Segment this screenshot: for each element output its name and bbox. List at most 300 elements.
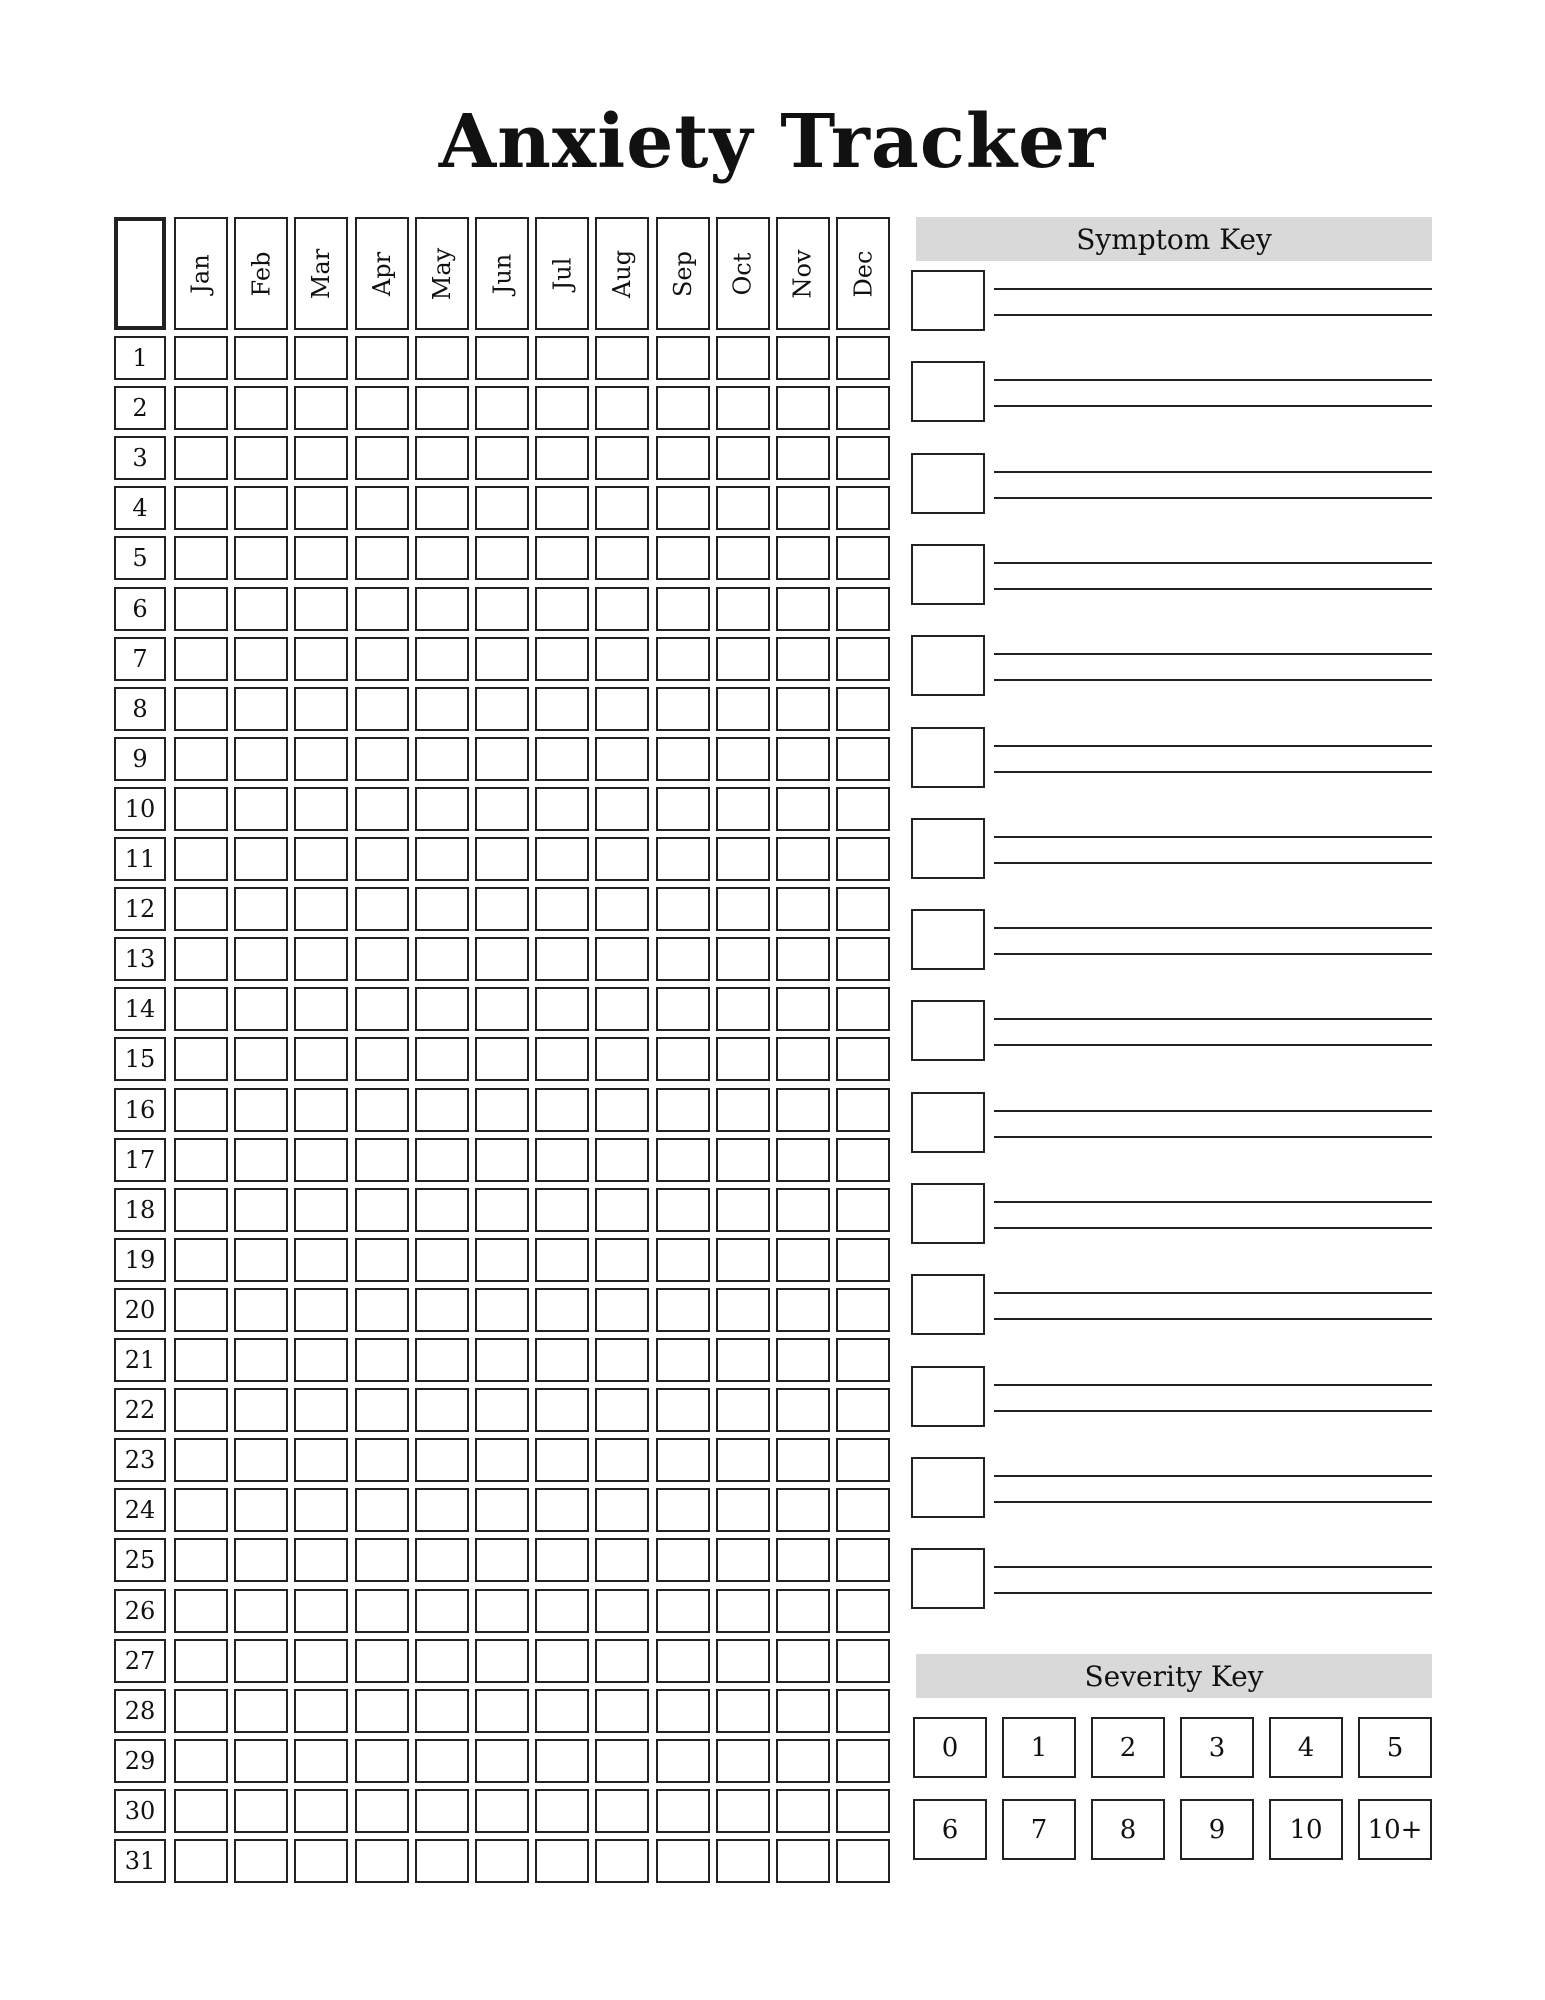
tracker-cell[interactable]: [836, 436, 890, 480]
tracker-cell[interactable]: [535, 887, 589, 931]
tracker-cell[interactable]: [836, 837, 890, 881]
tracker-cell[interactable]: [294, 637, 348, 681]
tracker-cell[interactable]: [776, 787, 830, 831]
tracker-cell[interactable]: [294, 837, 348, 881]
tracker-cell[interactable]: [656, 536, 710, 580]
tracker-cell[interactable]: [656, 1288, 710, 1332]
tracker-cell[interactable]: [294, 1488, 348, 1532]
tracker-cell[interactable]: [776, 587, 830, 631]
symptom-color-box[interactable]: [911, 544, 985, 605]
tracker-cell[interactable]: [836, 637, 890, 681]
tracker-cell[interactable]: [595, 336, 649, 380]
tracker-cell[interactable]: [415, 1088, 469, 1132]
tracker-cell[interactable]: [716, 1839, 770, 1883]
tracker-cell[interactable]: [355, 1088, 409, 1132]
symptom-line[interactable]: [994, 314, 1432, 316]
tracker-cell[interactable]: [475, 637, 529, 681]
tracker-cell[interactable]: [776, 336, 830, 380]
tracker-cell[interactable]: [656, 687, 710, 731]
severity-level-box[interactable]: 6: [913, 1799, 987, 1860]
tracker-cell[interactable]: [776, 1739, 830, 1783]
tracker-cell[interactable]: [234, 737, 288, 781]
tracker-cell[interactable]: [174, 1689, 228, 1733]
tracker-cell[interactable]: [415, 1689, 469, 1733]
tracker-cell[interactable]: [415, 1338, 469, 1382]
tracker-cell[interactable]: [234, 1388, 288, 1432]
tracker-cell[interactable]: [355, 1388, 409, 1432]
tracker-cell[interactable]: [415, 687, 469, 731]
tracker-cell[interactable]: [234, 1037, 288, 1081]
tracker-cell[interactable]: [475, 1789, 529, 1833]
tracker-cell[interactable]: [535, 837, 589, 881]
tracker-cell[interactable]: [475, 737, 529, 781]
tracker-cell[interactable]: [174, 987, 228, 1031]
tracker-cell[interactable]: [716, 1538, 770, 1582]
symptom-color-box[interactable]: [911, 361, 985, 422]
tracker-cell[interactable]: [294, 937, 348, 981]
symptom-line[interactable]: [994, 771, 1432, 773]
tracker-cell[interactable]: [294, 336, 348, 380]
tracker-cell[interactable]: [535, 1088, 589, 1132]
tracker-cell[interactable]: [475, 1138, 529, 1182]
tracker-cell[interactable]: [595, 436, 649, 480]
tracker-cell[interactable]: [475, 937, 529, 981]
tracker-cell[interactable]: [836, 386, 890, 430]
tracker-cell[interactable]: [234, 1188, 288, 1232]
tracker-cell[interactable]: [294, 1538, 348, 1582]
severity-level-box[interactable]: 8: [1091, 1799, 1165, 1860]
symptom-line[interactable]: [994, 588, 1432, 590]
tracker-cell[interactable]: [174, 1839, 228, 1883]
tracker-cell[interactable]: [475, 1839, 529, 1883]
tracker-cell[interactable]: [415, 1839, 469, 1883]
tracker-cell[interactable]: [355, 887, 409, 931]
tracker-cell[interactable]: [174, 1037, 228, 1081]
severity-level-box[interactable]: 10: [1269, 1799, 1343, 1860]
tracker-cell[interactable]: [595, 486, 649, 530]
tracker-cell[interactable]: [415, 536, 469, 580]
severity-level-box[interactable]: 4: [1269, 1717, 1343, 1778]
tracker-cell[interactable]: [656, 1438, 710, 1482]
tracker-cell[interactable]: [174, 1538, 228, 1582]
tracker-cell[interactable]: [716, 386, 770, 430]
tracker-cell[interactable]: [415, 637, 469, 681]
tracker-cell[interactable]: [174, 887, 228, 931]
tracker-cell[interactable]: [355, 937, 409, 981]
tracker-cell[interactable]: [234, 987, 288, 1031]
tracker-cell[interactable]: [836, 937, 890, 981]
tracker-cell[interactable]: [234, 937, 288, 981]
tracker-cell[interactable]: [174, 1789, 228, 1833]
tracker-cell[interactable]: [475, 1488, 529, 1532]
tracker-cell[interactable]: [716, 1639, 770, 1683]
tracker-cell[interactable]: [415, 837, 469, 881]
tracker-cell[interactable]: [355, 637, 409, 681]
symptom-line[interactable]: [994, 497, 1432, 499]
tracker-cell[interactable]: [776, 937, 830, 981]
tracker-cell[interactable]: [174, 1338, 228, 1382]
tracker-cell[interactable]: [656, 1188, 710, 1232]
tracker-cell[interactable]: [415, 1037, 469, 1081]
tracker-cell[interactable]: [656, 1538, 710, 1582]
tracker-cell[interactable]: [355, 536, 409, 580]
tracker-cell[interactable]: [415, 1488, 469, 1532]
tracker-cell[interactable]: [656, 987, 710, 1031]
tracker-cell[interactable]: [475, 1238, 529, 1282]
tracker-cell[interactable]: [234, 336, 288, 380]
tracker-cell[interactable]: [535, 536, 589, 580]
tracker-cell[interactable]: [716, 1438, 770, 1482]
tracker-cell[interactable]: [656, 587, 710, 631]
tracker-cell[interactable]: [836, 1689, 890, 1733]
tracker-cell[interactable]: [355, 336, 409, 380]
tracker-cell[interactable]: [475, 1288, 529, 1332]
tracker-cell[interactable]: [776, 1388, 830, 1432]
symptom-line[interactable]: [994, 1566, 1432, 1568]
tracker-cell[interactable]: [294, 386, 348, 430]
tracker-cell[interactable]: [294, 1288, 348, 1332]
tracker-cell[interactable]: [174, 1639, 228, 1683]
symptom-line[interactable]: [994, 1044, 1432, 1046]
tracker-cell[interactable]: [656, 1589, 710, 1633]
severity-level-box[interactable]: 10+: [1358, 1799, 1432, 1860]
tracker-cell[interactable]: [535, 737, 589, 781]
tracker-cell[interactable]: [174, 486, 228, 530]
tracker-cell[interactable]: [656, 1238, 710, 1282]
tracker-cell[interactable]: [174, 1488, 228, 1532]
tracker-cell[interactable]: [234, 1538, 288, 1582]
tracker-cell[interactable]: [776, 1037, 830, 1081]
tracker-cell[interactable]: [355, 1689, 409, 1733]
symptom-line[interactable]: [994, 379, 1432, 381]
tracker-cell[interactable]: [836, 1488, 890, 1532]
tracker-cell[interactable]: [836, 486, 890, 530]
tracker-cell[interactable]: [415, 1639, 469, 1683]
tracker-cell[interactable]: [595, 737, 649, 781]
tracker-cell[interactable]: [776, 1589, 830, 1633]
tracker-cell[interactable]: [294, 1839, 348, 1883]
tracker-cell[interactable]: [475, 887, 529, 931]
tracker-cell[interactable]: [716, 536, 770, 580]
tracker-cell[interactable]: [234, 1088, 288, 1132]
tracker-cell[interactable]: [535, 1388, 589, 1432]
tracker-cell[interactable]: [776, 887, 830, 931]
tracker-cell[interactable]: [294, 1138, 348, 1182]
tracker-cell[interactable]: [355, 1789, 409, 1833]
tracker-cell[interactable]: [355, 987, 409, 1031]
symptom-line[interactable]: [994, 288, 1432, 290]
symptom-line[interactable]: [994, 927, 1432, 929]
tracker-cell[interactable]: [836, 1188, 890, 1232]
tracker-cell[interactable]: [595, 887, 649, 931]
tracker-cell[interactable]: [535, 1188, 589, 1232]
tracker-cell[interactable]: [355, 1739, 409, 1783]
tracker-cell[interactable]: [294, 587, 348, 631]
tracker-cell[interactable]: [415, 787, 469, 831]
tracker-cell[interactable]: [535, 987, 589, 1031]
tracker-cell[interactable]: [174, 1589, 228, 1633]
tracker-cell[interactable]: [234, 1839, 288, 1883]
tracker-cell[interactable]: [656, 1839, 710, 1883]
tracker-cell[interactable]: [595, 1639, 649, 1683]
symptom-line[interactable]: [994, 1201, 1432, 1203]
tracker-cell[interactable]: [234, 536, 288, 580]
tracker-cell[interactable]: [355, 1639, 409, 1683]
symptom-color-box[interactable]: [911, 453, 985, 514]
tracker-cell[interactable]: [415, 486, 469, 530]
tracker-cell[interactable]: [656, 1739, 710, 1783]
symptom-line[interactable]: [994, 679, 1432, 681]
tracker-cell[interactable]: [415, 436, 469, 480]
tracker-cell[interactable]: [716, 637, 770, 681]
tracker-cell[interactable]: [595, 637, 649, 681]
tracker-cell[interactable]: [716, 1288, 770, 1332]
tracker-cell[interactable]: [535, 1789, 589, 1833]
tracker-cell[interactable]: [415, 887, 469, 931]
symptom-color-box[interactable]: [911, 270, 985, 331]
symptom-line[interactable]: [994, 953, 1432, 955]
tracker-cell[interactable]: [656, 1689, 710, 1733]
tracker-cell[interactable]: [475, 1689, 529, 1733]
tracker-cell[interactable]: [595, 386, 649, 430]
symptom-color-box[interactable]: [911, 1457, 985, 1518]
tracker-cell[interactable]: [535, 937, 589, 981]
tracker-cell[interactable]: [716, 1138, 770, 1182]
tracker-cell[interactable]: [716, 1338, 770, 1382]
tracker-cell[interactable]: [595, 1538, 649, 1582]
tracker-cell[interactable]: [234, 787, 288, 831]
tracker-cell[interactable]: [234, 1438, 288, 1482]
tracker-cell[interactable]: [836, 1789, 890, 1833]
tracker-cell[interactable]: [776, 436, 830, 480]
tracker-cell[interactable]: [535, 637, 589, 681]
tracker-cell[interactable]: [595, 1689, 649, 1733]
tracker-cell[interactable]: [716, 837, 770, 881]
tracker-cell[interactable]: [656, 887, 710, 931]
tracker-cell[interactable]: [355, 1538, 409, 1582]
tracker-cell[interactable]: [716, 787, 770, 831]
tracker-cell[interactable]: [656, 386, 710, 430]
tracker-cell[interactable]: [716, 737, 770, 781]
tracker-cell[interactable]: [415, 1188, 469, 1232]
tracker-cell[interactable]: [415, 1288, 469, 1332]
tracker-cell[interactable]: [475, 587, 529, 631]
tracker-cell[interactable]: [355, 1488, 409, 1532]
tracker-cell[interactable]: [174, 436, 228, 480]
tracker-cell[interactable]: [595, 536, 649, 580]
tracker-cell[interactable]: [535, 436, 589, 480]
tracker-cell[interactable]: [475, 1088, 529, 1132]
tracker-cell[interactable]: [415, 336, 469, 380]
tracker-cell[interactable]: [475, 436, 529, 480]
tracker-cell[interactable]: [716, 587, 770, 631]
symptom-color-box[interactable]: [911, 1183, 985, 1244]
tracker-cell[interactable]: [475, 1739, 529, 1783]
tracker-cell[interactable]: [234, 1689, 288, 1733]
tracker-cell[interactable]: [355, 1338, 409, 1382]
tracker-cell[interactable]: [535, 1589, 589, 1633]
tracker-cell[interactable]: [415, 1388, 469, 1432]
tracker-cell[interactable]: [656, 1639, 710, 1683]
tracker-cell[interactable]: [716, 1739, 770, 1783]
tracker-cell[interactable]: [355, 1238, 409, 1282]
tracker-cell[interactable]: [174, 637, 228, 681]
tracker-cell[interactable]: [415, 386, 469, 430]
tracker-cell[interactable]: [294, 887, 348, 931]
tracker-cell[interactable]: [234, 1138, 288, 1182]
tracker-cell[interactable]: [716, 1037, 770, 1081]
tracker-cell[interactable]: [776, 1138, 830, 1182]
symptom-color-box[interactable]: [911, 727, 985, 788]
symptom-color-box[interactable]: [911, 1366, 985, 1427]
symptom-color-box[interactable]: [911, 1000, 985, 1061]
tracker-cell[interactable]: [234, 1238, 288, 1282]
tracker-cell[interactable]: [595, 1388, 649, 1432]
tracker-cell[interactable]: [836, 1538, 890, 1582]
tracker-cell[interactable]: [535, 486, 589, 530]
tracker-cell[interactable]: [716, 1789, 770, 1833]
tracker-cell[interactable]: [776, 1438, 830, 1482]
symptom-line[interactable]: [994, 1410, 1432, 1412]
tracker-cell[interactable]: [174, 1138, 228, 1182]
tracker-cell[interactable]: [355, 1138, 409, 1182]
symptom-line[interactable]: [994, 1110, 1432, 1112]
tracker-cell[interactable]: [656, 1088, 710, 1132]
tracker-cell[interactable]: [415, 1138, 469, 1182]
tracker-cell[interactable]: [234, 837, 288, 881]
tracker-cell[interactable]: [475, 687, 529, 731]
tracker-cell[interactable]: [355, 386, 409, 430]
tracker-cell[interactable]: [776, 837, 830, 881]
tracker-cell[interactable]: [475, 987, 529, 1031]
tracker-cell[interactable]: [174, 687, 228, 731]
tracker-cell[interactable]: [595, 787, 649, 831]
tracker-cell[interactable]: [234, 486, 288, 530]
tracker-cell[interactable]: [475, 1639, 529, 1683]
tracker-cell[interactable]: [355, 787, 409, 831]
tracker-cell[interactable]: [776, 486, 830, 530]
tracker-cell[interactable]: [174, 1739, 228, 1783]
tracker-cell[interactable]: [595, 837, 649, 881]
tracker-cell[interactable]: [836, 887, 890, 931]
tracker-cell[interactable]: [776, 1488, 830, 1532]
severity-level-box[interactable]: 9: [1180, 1799, 1254, 1860]
tracker-cell[interactable]: [595, 687, 649, 731]
tracker-cell[interactable]: [656, 336, 710, 380]
tracker-cell[interactable]: [294, 1238, 348, 1282]
tracker-cell[interactable]: [415, 1238, 469, 1282]
tracker-cell[interactable]: [716, 486, 770, 530]
tracker-cell[interactable]: [234, 436, 288, 480]
tracker-cell[interactable]: [294, 1639, 348, 1683]
tracker-cell[interactable]: [716, 1589, 770, 1633]
tracker-cell[interactable]: [535, 1037, 589, 1081]
tracker-cell[interactable]: [595, 1238, 649, 1282]
symptom-line[interactable]: [994, 1384, 1432, 1386]
tracker-cell[interactable]: [475, 336, 529, 380]
tracker-cell[interactable]: [836, 1037, 890, 1081]
tracker-cell[interactable]: [716, 1388, 770, 1432]
tracker-cell[interactable]: [234, 1338, 288, 1382]
tracker-cell[interactable]: [174, 1438, 228, 1482]
tracker-cell[interactable]: [716, 937, 770, 981]
symptom-line[interactable]: [994, 862, 1432, 864]
tracker-cell[interactable]: [656, 1789, 710, 1833]
tracker-cell[interactable]: [535, 336, 589, 380]
tracker-cell[interactable]: [415, 937, 469, 981]
tracker-cell[interactable]: [776, 536, 830, 580]
tracker-cell[interactable]: [656, 436, 710, 480]
severity-level-box[interactable]: 3: [1180, 1717, 1254, 1778]
tracker-cell[interactable]: [355, 1288, 409, 1332]
tracker-cell[interactable]: [776, 1538, 830, 1582]
tracker-cell[interactable]: [415, 987, 469, 1031]
tracker-cell[interactable]: [656, 1338, 710, 1382]
tracker-cell[interactable]: [836, 687, 890, 731]
tracker-cell[interactable]: [234, 1589, 288, 1633]
tracker-cell[interactable]: [294, 1789, 348, 1833]
tracker-cell[interactable]: [415, 1538, 469, 1582]
tracker-cell[interactable]: [475, 787, 529, 831]
tracker-cell[interactable]: [776, 987, 830, 1031]
symptom-line[interactable]: [994, 405, 1432, 407]
tracker-cell[interactable]: [294, 436, 348, 480]
tracker-cell[interactable]: [475, 1338, 529, 1382]
tracker-cell[interactable]: [595, 1589, 649, 1633]
tracker-cell[interactable]: [535, 1288, 589, 1332]
tracker-cell[interactable]: [836, 1338, 890, 1382]
tracker-cell[interactable]: [836, 1438, 890, 1482]
symptom-line[interactable]: [994, 471, 1432, 473]
tracker-cell[interactable]: [415, 737, 469, 781]
tracker-cell[interactable]: [294, 536, 348, 580]
tracker-cell[interactable]: [415, 1589, 469, 1633]
tracker-cell[interactable]: [656, 486, 710, 530]
symptom-color-box[interactable]: [911, 818, 985, 879]
tracker-cell[interactable]: [174, 837, 228, 881]
tracker-cell[interactable]: [294, 787, 348, 831]
tracker-cell[interactable]: [355, 486, 409, 530]
tracker-cell[interactable]: [475, 1037, 529, 1081]
tracker-cell[interactable]: [355, 837, 409, 881]
tracker-cell[interactable]: [294, 737, 348, 781]
tracker-cell[interactable]: [595, 1288, 649, 1332]
tracker-cell[interactable]: [836, 536, 890, 580]
tracker-cell[interactable]: [355, 1589, 409, 1633]
symptom-line[interactable]: [994, 1318, 1432, 1320]
tracker-cell[interactable]: [716, 1088, 770, 1132]
tracker-cell[interactable]: [234, 386, 288, 430]
symptom-line[interactable]: [994, 1227, 1432, 1229]
severity-level-box[interactable]: 1: [1002, 1717, 1076, 1778]
tracker-cell[interactable]: [776, 1188, 830, 1232]
tracker-cell[interactable]: [475, 1538, 529, 1582]
tracker-cell[interactable]: [174, 1088, 228, 1132]
symptom-line[interactable]: [994, 1292, 1432, 1294]
tracker-cell[interactable]: [535, 1238, 589, 1282]
tracker-cell[interactable]: [656, 837, 710, 881]
tracker-cell[interactable]: [355, 737, 409, 781]
symptom-line[interactable]: [994, 1136, 1432, 1138]
tracker-cell[interactable]: [776, 1238, 830, 1282]
tracker-cell[interactable]: [716, 1238, 770, 1282]
tracker-cell[interactable]: [716, 687, 770, 731]
tracker-cell[interactable]: [174, 1288, 228, 1332]
tracker-cell[interactable]: [776, 687, 830, 731]
tracker-cell[interactable]: [174, 1238, 228, 1282]
tracker-cell[interactable]: [656, 737, 710, 781]
tracker-cell[interactable]: [836, 987, 890, 1031]
